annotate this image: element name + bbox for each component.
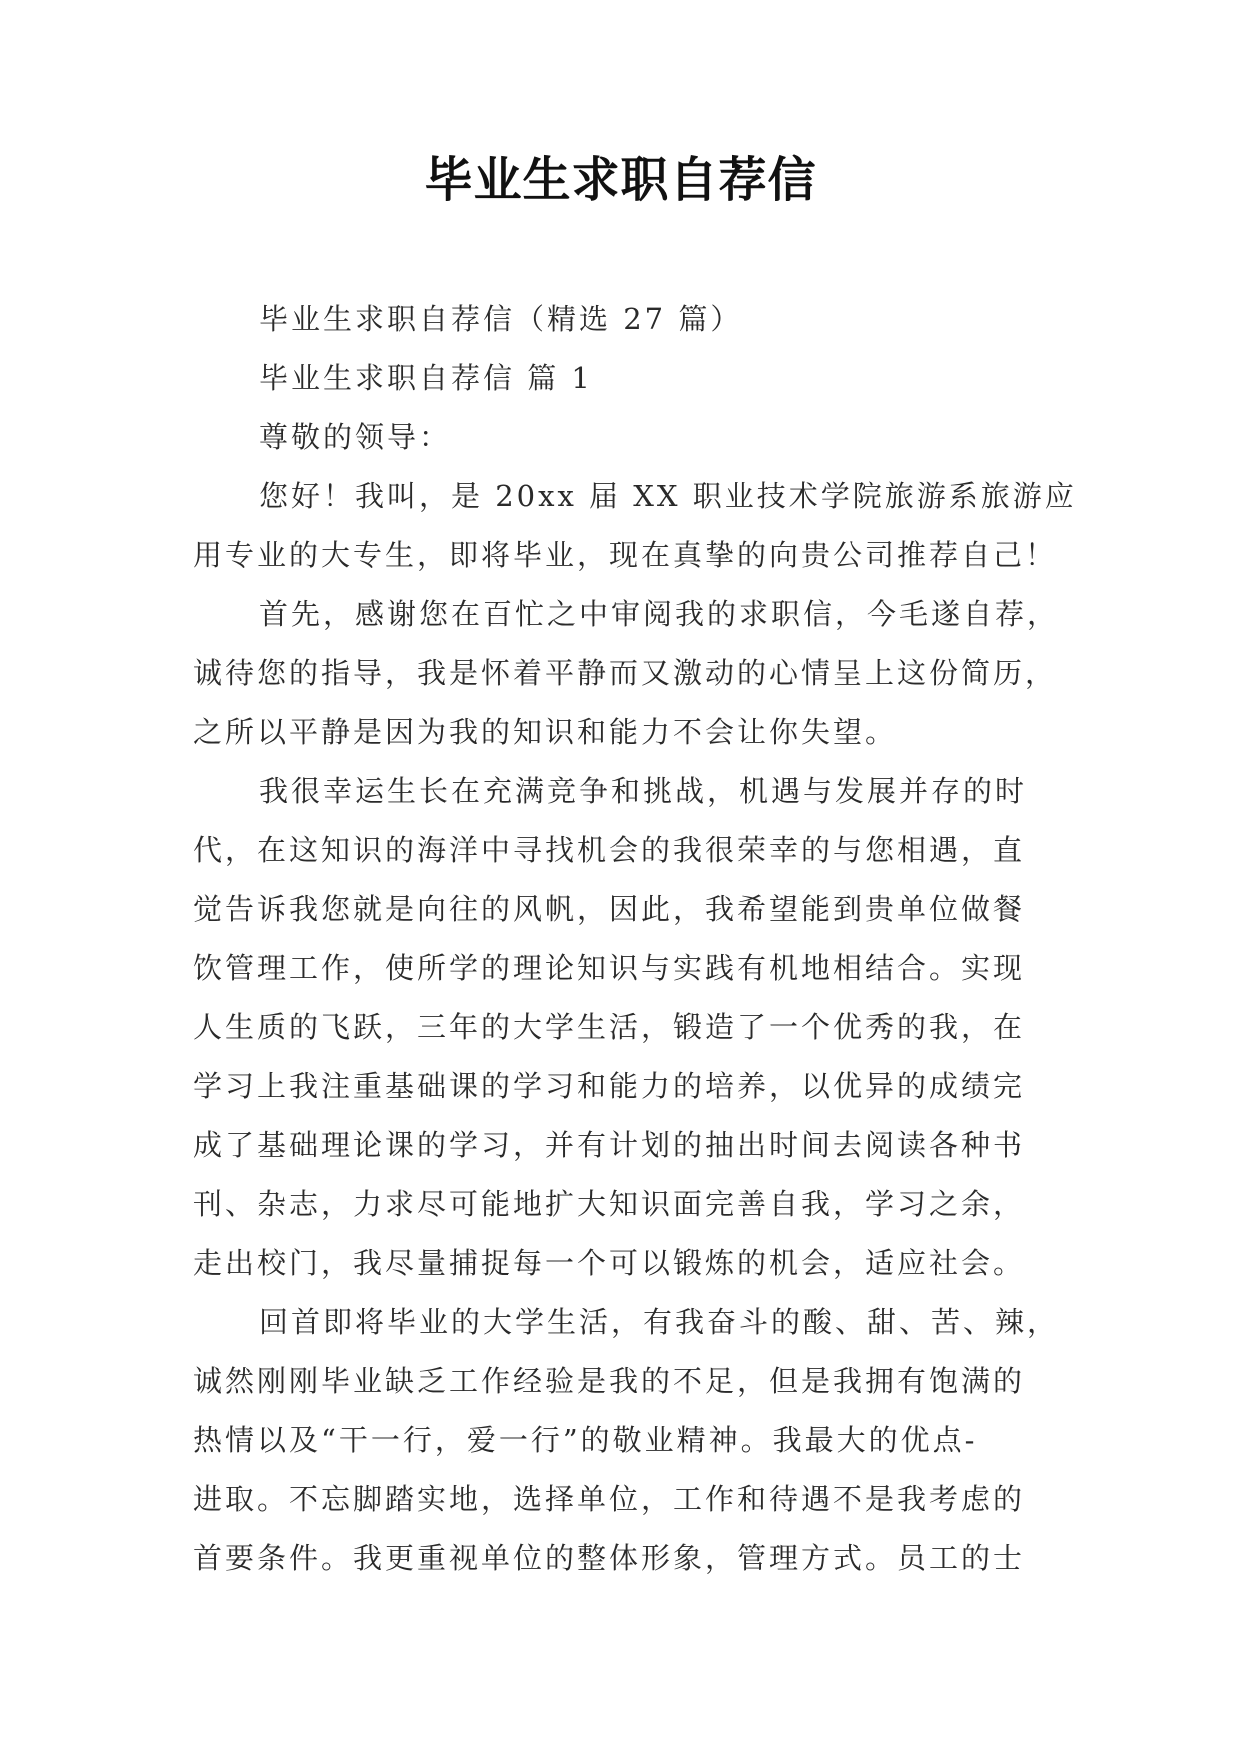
body-line: 觉告诉我您就是向往的风帆，因此，我希望能到贵单位做餐 <box>193 892 1026 926</box>
body-line: 诚待您的指导，我是怀着平静而又激动的心情呈上这份简历， <box>193 656 1058 690</box>
body-line: 我很幸运生长在充满竞争和挑战，机遇与发展并存的时 <box>259 774 1028 808</box>
body-line: 毕业生求职自荐信 篇 1 <box>259 361 593 395</box>
document-body <box>193 290 1077 1588</box>
body-line: 代，在这知识的海洋中寻找机会的我很荣幸的与您相遇，直 <box>193 833 1026 867</box>
body-line: 毕业生求职自荐信（精选 27 篇） <box>259 302 743 336</box>
body-line: 进取。不忘脚踏实地，选择单位，工作和待遇不是我考虑的 <box>193 1482 1026 1516</box>
body-line: 刊、杂志，力求尽可能地扩大知识面完善自我，学习之余， <box>193 1187 1026 1221</box>
body-line: 热情以及“干一行，爱一行”的敬业精神。我最大的优点- <box>193 1423 978 1457</box>
body-line: 首要条件。我更重视单位的整体形象，管理方式。员工的士 <box>193 1541 1026 1575</box>
body-line: 首先，感谢您在百忙之中审阅我的求职信，今毛遂自荐， <box>259 597 1060 631</box>
body-line: 您好！我叫，是 20xx 届 XX 职业技术学院旅游系旅游应 <box>259 479 1077 513</box>
body-line: 用专业的大专生，即将毕业，现在真挚的向贵公司推荐自己！ <box>193 538 1058 572</box>
body-line: 饮管理工作，使所学的理论知识与实践有机地相结合。实现 <box>193 951 1026 985</box>
body-line: 成了基础理论课的学习，并有计划的抽出时间去阅读各种书 <box>193 1128 1026 1162</box>
body-line: 尊敬的领导： <box>259 420 452 454</box>
body-line: 之所以平静是因为我的知识和能力不会让你失望。 <box>193 715 898 749</box>
body-line: 回首即将毕业的大学生活，有我奋斗的酸、甜、苦、辣， <box>259 1305 1060 1339</box>
body-line: 走出校门，我尽量捕捉每一个可以锻炼的机会，适应社会。 <box>193 1246 1026 1280</box>
body-line: 诚然刚刚毕业缺乏工作经验是我的不足，但是我拥有饱满的 <box>193 1364 1026 1398</box>
body-line: 人生质的飞跃，三年的大学生活，锻造了一个优秀的我，在 <box>193 1010 1026 1044</box>
body-line: 学习上我注重基础课的学习和能力的培养，以优异的成绩完 <box>193 1069 1026 1103</box>
document-title: 毕业生求职自荐信 <box>424 152 817 208</box>
